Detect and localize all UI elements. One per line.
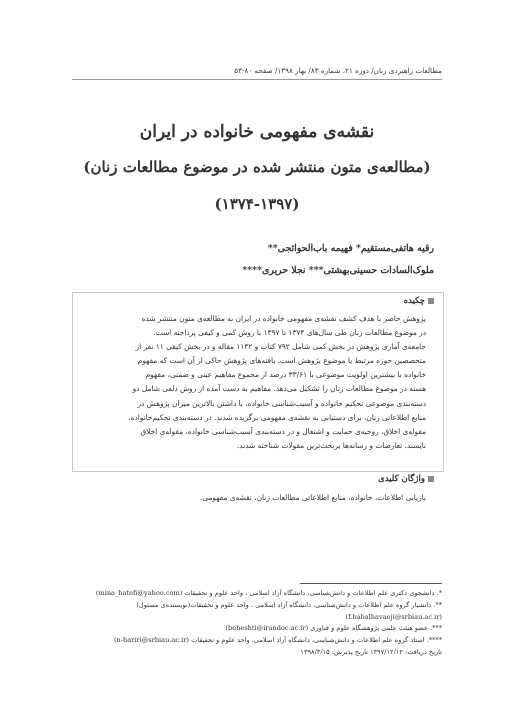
keywords-heading xyxy=(378,474,434,484)
abstract-line: پژوهش حاضر با هدف کشف نقشه‌ی مفهومی خانواده در ایران به مطالعه‌ی متون منتشر شده xyxy=(141,314,426,323)
keywords-heading-text: واژگان کلیدی xyxy=(378,474,425,484)
abstract-line: در موضوع مطالعات زنان طی سال‌های ۱۳۷۴ تا ۱۳۹۷ با روش کمی و کیفی پرداخته است. xyxy=(153,328,426,338)
abstract-line: منابع اطلاعاتی زنان، برای دستیابی به نقشه‌ی مفهومی برگزیده شدند. در دسته‌بندی تحکیم‌خانواده، xyxy=(128,412,426,422)
abstract-line: هسته در موضوع مطالعات زنان را تشکیل می‌دهد. مفاهیم به دست آمده از روش دلفی شامل دو xyxy=(132,384,426,394)
abstract-line: مقوله‌ی اخلاق، روحیه‌ی حمایت و اشتغال و در دسته‌بندی آسیب‌شناسی خانواده، مقوله‌ی اخلاق xyxy=(140,426,426,436)
abstract-heading-text: چکیده xyxy=(403,296,425,306)
running-head: مطالعات راهبردی زنان/ دوره ۲۱، شماره ۸۳/ بهار ۱۳۹۸/ صفحه ۸۰-۵۳ xyxy=(234,66,442,75)
article-years: (۱۳۷۴-۱۳۹۷) xyxy=(214,195,300,213)
article-subtitle: (مطالعه‌ی متون منتشر شده در موضوع مطالعات زنان) xyxy=(83,158,431,176)
authors-block xyxy=(54,238,434,282)
footnote-line: ***. عضو هیئت علمی پژوهشگاه علوم و فناوری (beheshti@irandoc.ac.ir) xyxy=(225,624,442,633)
footnote-line: ****. استاد گروه علم اطلاعات و دانش‌شناسی، دانشگاه آزاد اسلامی، واحد علوم و تحقیقات (n-hariri@srbiau.ac.ir) xyxy=(113,636,442,645)
square-bullet-icon xyxy=(428,298,434,304)
header-rule xyxy=(72,79,442,80)
abstract-body xyxy=(82,312,426,453)
authors-line-2: ملوک‌السادات حسینی‌بهشتی*** نجلا حریری**** xyxy=(242,265,434,276)
footnotes xyxy=(72,588,442,659)
footnote-rule xyxy=(300,583,442,584)
keywords-body: بازیابی اطلاعات، خانواده، منابع اطلاعاتی مطالعات زنان، نقشه‌ی مفهومی. xyxy=(199,493,426,502)
article-title: نقشه‌ی مفهومی خانواده در ایران xyxy=(139,122,375,142)
footnote-line: **. دانشیار گروه علم اطلاعات و دانش‌شناسی، دانشگاه آزاد اسلامی ، واحد علوم و تحقیقات(نویسنده‌ی مسئول) xyxy=(136,600,442,609)
abstract-line: ناپسند، تعارضات و رسانه‌ها پربحث‌ترین مقولات شناخته شدند. xyxy=(236,440,426,450)
footnote-line: *. دانشجوی دکتری علم اطلاعات و دانش‌شناسی، دانشگاه آزاد اسلامی ، واحد علوم و تحقیقات (mina_hatefi@yahoo.com) xyxy=(95,589,442,597)
abstract-line: دسته‌بندی موضوعی تحکیم خانواده و آسیب‌شناسی خانواده، با داشتن بالاترین میزان پژوهش در xyxy=(137,398,426,408)
abstract-line: جامعه‌ی آماری پژوهش در بخش کمی شامل ۷۹۲ کتاب و ۱۱۴۲ مقاله و در بخش کیفی ۱۱ نفر از xyxy=(135,342,426,352)
square-bullet-icon xyxy=(428,476,434,482)
footnote-dates: تاریخ دریافت: ۱۳۹۷/۱۲/۱۲ تاریخ پذیرش: ۱۳۹۸/۳/۱۵ xyxy=(300,647,442,656)
footnote-line: (f.babalhavaeji@srbiau.ac.ir) xyxy=(345,612,442,621)
abstract-line: متخصصین حوزه مرتبط با موضوع پژوهش است. یافته‌های پژوهش حاکی از آن است که مفهوم xyxy=(137,356,426,366)
abstract-line: خانواده با بیشترین اولویت موضوعی با ۳۳/۶۱ درصد از مجموع مفاهیم عینی و ضمنی، مفهوم xyxy=(145,370,426,380)
abstract-heading xyxy=(404,296,434,306)
authors-line-1: رقیه هاتفی‌مستقیم* فهیمه باب‌الحوائجی** xyxy=(267,243,434,254)
